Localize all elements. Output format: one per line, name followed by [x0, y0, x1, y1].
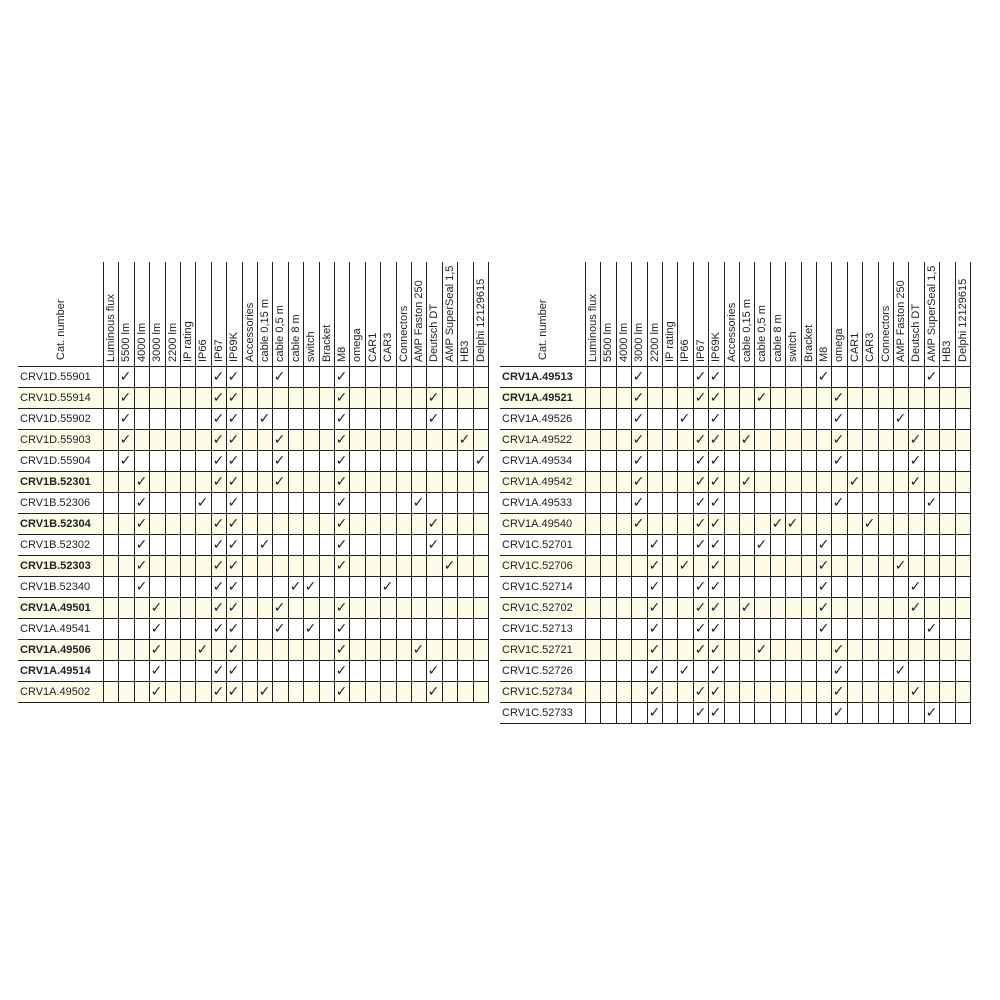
check-mark: ✓ [632, 390, 645, 406]
column-header: IP67 [212, 339, 225, 362]
check-mark: ✓ [709, 369, 722, 385]
grid-vline [442, 262, 443, 702]
check-mark: ✓ [443, 558, 456, 574]
cat-number-cell: CRV1D.55903 [20, 434, 91, 446]
check-mark: ✓ [212, 390, 225, 406]
check-mark: ✓ [150, 663, 163, 679]
column-header: switch [787, 331, 800, 362]
column-header: IP69K [228, 332, 241, 362]
column-header: 2200 lm [648, 322, 661, 362]
check-mark: ✓ [925, 495, 938, 511]
column-header: Deutsch DT [910, 303, 923, 362]
column-header: cable 8 m [289, 314, 302, 362]
cat-number-cell: CRV1A.49506 [20, 644, 91, 656]
check-mark: ✓ [909, 432, 922, 448]
check-mark: ✓ [135, 579, 148, 595]
grid-vline [257, 262, 258, 702]
check-mark: ✓ [709, 432, 722, 448]
grid-vline [319, 262, 320, 702]
check-mark: ✓ [678, 411, 691, 427]
check-mark: ✓ [273, 621, 286, 637]
check-mark: ✓ [150, 621, 163, 637]
column-header: Connectors [879, 305, 892, 362]
check-mark: ✓ [709, 684, 722, 700]
check-mark: ✓ [474, 453, 487, 469]
check-mark: ✓ [135, 558, 148, 574]
check-mark: ✓ [212, 600, 225, 616]
cat-number-header: Cat. number [55, 299, 67, 360]
check-mark: ✓ [150, 600, 163, 616]
check-mark: ✓ [427, 411, 440, 427]
check-mark: ✓ [212, 537, 225, 553]
grid-vline [118, 262, 119, 702]
column-header: AMP SuperSeal 1,5 [925, 265, 938, 362]
check-mark: ✓ [694, 705, 707, 721]
cat-number-cell: CRV1A.49534 [502, 455, 573, 467]
check-mark: ✓ [832, 411, 845, 427]
check-mark: ✓ [273, 600, 286, 616]
check-mark: ✓ [740, 600, 753, 616]
check-mark: ✓ [227, 600, 240, 616]
cat-number-cell: CRV1A.49521 [502, 392, 573, 404]
column-header: 3000 lm [633, 322, 646, 362]
check-mark: ✓ [212, 579, 225, 595]
grid-vline [426, 262, 427, 702]
check-mark: ✓ [832, 684, 845, 700]
check-mark: ✓ [817, 558, 830, 574]
check-mark: ✓ [909, 579, 922, 595]
cat-number-cell: CRV1A.49542 [502, 476, 573, 488]
column-header: IP69K [710, 332, 723, 362]
grid-vline [396, 262, 397, 702]
check-mark: ✓ [817, 579, 830, 595]
check-mark: ✓ [227, 558, 240, 574]
check-mark: ✓ [694, 537, 707, 553]
check-mark: ✓ [212, 684, 225, 700]
check-mark: ✓ [632, 432, 645, 448]
column-header: cable 0,5 m [274, 305, 287, 362]
check-mark: ✓ [709, 411, 722, 427]
column-header: IP67 [694, 339, 707, 362]
column-header: 3000 lm [151, 322, 164, 362]
check-mark: ✓ [817, 537, 830, 553]
check-mark: ✓ [119, 453, 132, 469]
check-mark: ✓ [848, 474, 861, 490]
column-header: cable 0,15 m [259, 299, 271, 362]
check-mark: ✓ [258, 411, 271, 427]
column-header: switch [305, 331, 318, 362]
cat-number-cell: CRV1C.52733 [502, 707, 573, 719]
column-header: Bracket [320, 324, 333, 362]
check-mark: ✓ [335, 474, 348, 490]
cat-number-cell: CRV1C.52734 [502, 686, 573, 698]
check-mark: ✓ [150, 684, 163, 700]
check-mark: ✓ [755, 390, 768, 406]
check-mark: ✓ [335, 369, 348, 385]
column-header: 4000 lm [617, 322, 630, 362]
check-mark: ✓ [273, 474, 286, 490]
check-mark: ✓ [832, 390, 845, 406]
check-mark: ✓ [694, 474, 707, 490]
cat-number-cell: CRV1B.52302 [20, 539, 91, 551]
check-mark: ✓ [427, 390, 440, 406]
check-mark: ✓ [335, 495, 348, 511]
check-mark: ✓ [709, 705, 722, 721]
grid-vline [180, 262, 181, 702]
check-mark: ✓ [427, 663, 440, 679]
check-mark: ✓ [212, 453, 225, 469]
cat-number-cell: CRV1D.55904 [20, 455, 91, 467]
column-header: cable 8 m [771, 314, 784, 362]
column-header: HB3 [459, 340, 472, 362]
check-mark: ✓ [755, 642, 768, 658]
check-mark: ✓ [632, 516, 645, 532]
column-header: omega [351, 328, 364, 362]
check-mark: ✓ [694, 369, 707, 385]
check-mark: ✓ [648, 621, 661, 637]
cat-number-cell: CRV1C.52701 [502, 539, 573, 551]
check-mark: ✓ [150, 642, 163, 658]
check-mark: ✓ [212, 411, 225, 427]
check-mark: ✓ [335, 432, 348, 448]
check-mark: ✓ [632, 453, 645, 469]
cat-number-cell: CRV1A.49526 [502, 413, 573, 425]
check-mark: ✓ [909, 600, 922, 616]
cat-number-cell: CRV1C.52702 [502, 602, 573, 614]
column-header: 5500 lm [602, 322, 615, 362]
check-mark: ✓ [632, 369, 645, 385]
check-mark: ✓ [755, 537, 768, 553]
check-mark: ✓ [709, 600, 722, 616]
check-mark: ✓ [335, 453, 348, 469]
check-mark: ✓ [335, 516, 348, 532]
check-mark: ✓ [694, 579, 707, 595]
grid-vline [195, 262, 196, 702]
check-mark: ✓ [817, 621, 830, 637]
check-mark: ✓ [694, 621, 707, 637]
check-mark: ✓ [832, 495, 845, 511]
check-mark: ✓ [381, 579, 394, 595]
cat-number-cell: CRV1D.55901 [20, 371, 91, 383]
check-mark: ✓ [863, 516, 876, 532]
check-mark: ✓ [632, 411, 645, 427]
check-mark: ✓ [335, 642, 348, 658]
grid-vline [349, 262, 350, 702]
grid-vline [103, 262, 104, 702]
cat-number-cell: CRV1A.49540 [502, 518, 573, 530]
check-mark: ✓ [632, 495, 645, 511]
check-mark: ✓ [909, 684, 922, 700]
check-mark: ✓ [694, 453, 707, 469]
cat-number-cell: CRV1C.52713 [502, 623, 573, 635]
cat-number-cell: CRV1C.52726 [502, 665, 573, 677]
check-mark: ✓ [648, 684, 661, 700]
cat-number-cell: CRV1C.52721 [502, 644, 573, 656]
check-mark: ✓ [709, 453, 722, 469]
check-mark: ✓ [648, 537, 661, 553]
check-mark: ✓ [427, 537, 440, 553]
check-mark: ✓ [119, 369, 132, 385]
check-mark: ✓ [832, 642, 845, 658]
check-mark: ✓ [227, 432, 240, 448]
column-header: Delphi 12129615 [956, 278, 969, 362]
column-header: Deutsch DT [428, 303, 441, 362]
check-mark: ✓ [335, 390, 348, 406]
column-header: Bracket [802, 324, 815, 362]
check-mark: ✓ [894, 663, 907, 679]
column-header: 5500 lm [120, 322, 133, 362]
column-header: Accessories [243, 302, 256, 362]
column-header: CAR3 [382, 332, 395, 362]
column-header: IP rating [182, 321, 194, 362]
check-mark: ✓ [119, 411, 132, 427]
check-mark: ✓ [227, 369, 240, 385]
cat-number-cell: CRV1C.52706 [502, 560, 573, 572]
column-header: IP66 [197, 339, 210, 362]
check-mark: ✓ [709, 474, 722, 490]
cat-number-cell: CRV1B.52303 [20, 560, 91, 572]
check-mark: ✓ [817, 369, 830, 385]
cat-number-cell: CRV1C.52714 [502, 581, 573, 593]
cat-number-cell: CRV1A.49502 [20, 686, 91, 698]
column-header: AMP SuperSeal 1,5 [443, 265, 456, 362]
check-mark: ✓ [119, 390, 132, 406]
check-mark: ✓ [925, 621, 938, 637]
grid-vline [473, 262, 474, 702]
check-mark: ✓ [694, 600, 707, 616]
check-mark: ✓ [335, 558, 348, 574]
cat-number-cell: CRV1B.52301 [20, 476, 91, 488]
check-mark: ✓ [212, 516, 225, 532]
check-mark: ✓ [135, 516, 148, 532]
column-header: M8 [336, 346, 348, 362]
cat-number-cell: CRV1A.49514 [20, 665, 91, 677]
grid-vline [488, 262, 489, 702]
check-mark: ✓ [135, 537, 148, 553]
grid-vline [165, 262, 166, 702]
cat-number-cell: CRV1B.52306 [20, 497, 91, 509]
cat-number-header: Cat. number [537, 299, 549, 360]
column-header: Delphi 12129615 [474, 278, 487, 362]
check-mark: ✓ [412, 642, 425, 658]
cat-number-cell: CRV1A.49522 [502, 434, 573, 446]
check-mark: ✓ [258, 537, 271, 553]
check-mark: ✓ [648, 558, 661, 574]
column-header: omega [833, 328, 846, 362]
column-header: M8 [818, 346, 830, 362]
check-mark: ✓ [740, 432, 753, 448]
column-header: 2200 lm [166, 322, 179, 362]
column-header: HB3 [941, 340, 954, 362]
check-mark: ✓ [227, 453, 240, 469]
check-mark: ✓ [648, 642, 661, 658]
check-mark: ✓ [709, 663, 722, 679]
check-mark: ✓ [709, 558, 722, 574]
check-mark: ✓ [694, 684, 707, 700]
check-mark: ✓ [273, 369, 286, 385]
cat-number-cell: CRV1B.52340 [20, 581, 91, 593]
check-mark: ✓ [227, 390, 240, 406]
check-mark: ✓ [335, 621, 348, 637]
cat-number-cell: CRV1A.49533 [502, 497, 573, 509]
check-mark: ✓ [212, 474, 225, 490]
column-header: Accessories [725, 302, 738, 362]
check-mark: ✓ [832, 705, 845, 721]
column-header: Luminous flux [587, 294, 599, 362]
check-mark: ✓ [771, 516, 784, 532]
column-header: Luminous flux [105, 294, 117, 362]
check-mark: ✓ [196, 642, 209, 658]
check-mark: ✓ [227, 474, 240, 490]
check-mark: ✓ [894, 411, 907, 427]
cat-number-cell: CRV1B.52304 [20, 518, 91, 530]
column-header: AMP Faston 250 [895, 280, 907, 362]
cat-number-cell: CRV1D.55914 [20, 392, 91, 404]
check-mark: ✓ [709, 390, 722, 406]
check-mark: ✓ [258, 684, 271, 700]
check-mark: ✓ [925, 369, 938, 385]
cat-number-cell: CRV1A.49501 [20, 602, 91, 614]
check-mark: ✓ [212, 663, 225, 679]
check-mark: ✓ [135, 474, 148, 490]
check-mark: ✓ [709, 537, 722, 553]
grid-vline [380, 262, 381, 702]
check-mark: ✓ [458, 432, 471, 448]
check-mark: ✓ [740, 474, 753, 490]
column-header: 4000 lm [135, 322, 148, 362]
check-mark: ✓ [709, 621, 722, 637]
check-mark: ✓ [648, 600, 661, 616]
cat-number-cell: CRV1A.49513 [502, 371, 573, 383]
check-mark: ✓ [304, 579, 317, 595]
grid-vline [242, 262, 243, 702]
check-mark: ✓ [786, 516, 799, 532]
check-mark: ✓ [709, 516, 722, 532]
check-mark: ✓ [335, 600, 348, 616]
check-mark: ✓ [894, 558, 907, 574]
cat-number-cell: CRV1A.49541 [20, 623, 91, 635]
check-mark: ✓ [289, 579, 302, 595]
check-mark: ✓ [925, 705, 938, 721]
check-mark: ✓ [335, 411, 348, 427]
grid-vline [288, 262, 289, 702]
check-mark: ✓ [304, 621, 317, 637]
check-mark: ✓ [227, 495, 240, 511]
column-header: cable 0,15 m [741, 299, 753, 362]
check-mark: ✓ [832, 663, 845, 679]
check-mark: ✓ [648, 705, 661, 721]
check-mark: ✓ [648, 663, 661, 679]
check-mark: ✓ [212, 621, 225, 637]
check-mark: ✓ [335, 684, 348, 700]
check-mark: ✓ [212, 558, 225, 574]
check-mark: ✓ [227, 621, 240, 637]
check-mark: ✓ [678, 663, 691, 679]
check-mark: ✓ [135, 495, 148, 511]
check-mark: ✓ [709, 642, 722, 658]
check-mark: ✓ [227, 411, 240, 427]
check-mark: ✓ [273, 432, 286, 448]
column-header: CAR3 [864, 332, 877, 362]
cat-number-cell: CRV1D.55902 [20, 413, 91, 425]
check-mark: ✓ [694, 390, 707, 406]
check-mark: ✓ [427, 516, 440, 532]
grid-vline [457, 262, 458, 702]
check-mark: ✓ [227, 642, 240, 658]
check-mark: ✓ [412, 495, 425, 511]
check-mark: ✓ [909, 474, 922, 490]
check-mark: ✓ [227, 663, 240, 679]
column-header: IP66 [679, 339, 692, 362]
column-header: CAR1 [366, 332, 379, 362]
check-mark: ✓ [227, 516, 240, 532]
column-header: CAR1 [848, 332, 861, 362]
grid-vline [411, 262, 412, 702]
check-mark: ✓ [709, 495, 722, 511]
check-mark: ✓ [709, 579, 722, 595]
check-mark: ✓ [227, 579, 240, 595]
check-mark: ✓ [273, 453, 286, 469]
check-mark: ✓ [694, 516, 707, 532]
check-mark: ✓ [909, 453, 922, 469]
check-mark: ✓ [335, 663, 348, 679]
check-mark: ✓ [832, 453, 845, 469]
check-mark: ✓ [212, 369, 225, 385]
check-mark: ✓ [817, 600, 830, 616]
check-mark: ✓ [427, 684, 440, 700]
column-header: Connectors [397, 305, 410, 362]
check-mark: ✓ [227, 684, 240, 700]
check-mark: ✓ [832, 432, 845, 448]
column-header: cable 0,5 m [756, 305, 769, 362]
check-mark: ✓ [678, 558, 691, 574]
check-mark: ✓ [694, 432, 707, 448]
check-mark: ✓ [212, 432, 225, 448]
column-header: AMP Faston 250 [413, 280, 425, 362]
check-mark: ✓ [119, 432, 132, 448]
check-mark: ✓ [632, 474, 645, 490]
check-mark: ✓ [227, 537, 240, 553]
grid-vline [365, 262, 366, 702]
check-mark: ✓ [335, 537, 348, 553]
check-mark: ✓ [196, 495, 209, 511]
column-header: IP rating [664, 321, 676, 362]
check-mark: ✓ [694, 495, 707, 511]
check-mark: ✓ [648, 579, 661, 595]
check-mark: ✓ [694, 642, 707, 658]
